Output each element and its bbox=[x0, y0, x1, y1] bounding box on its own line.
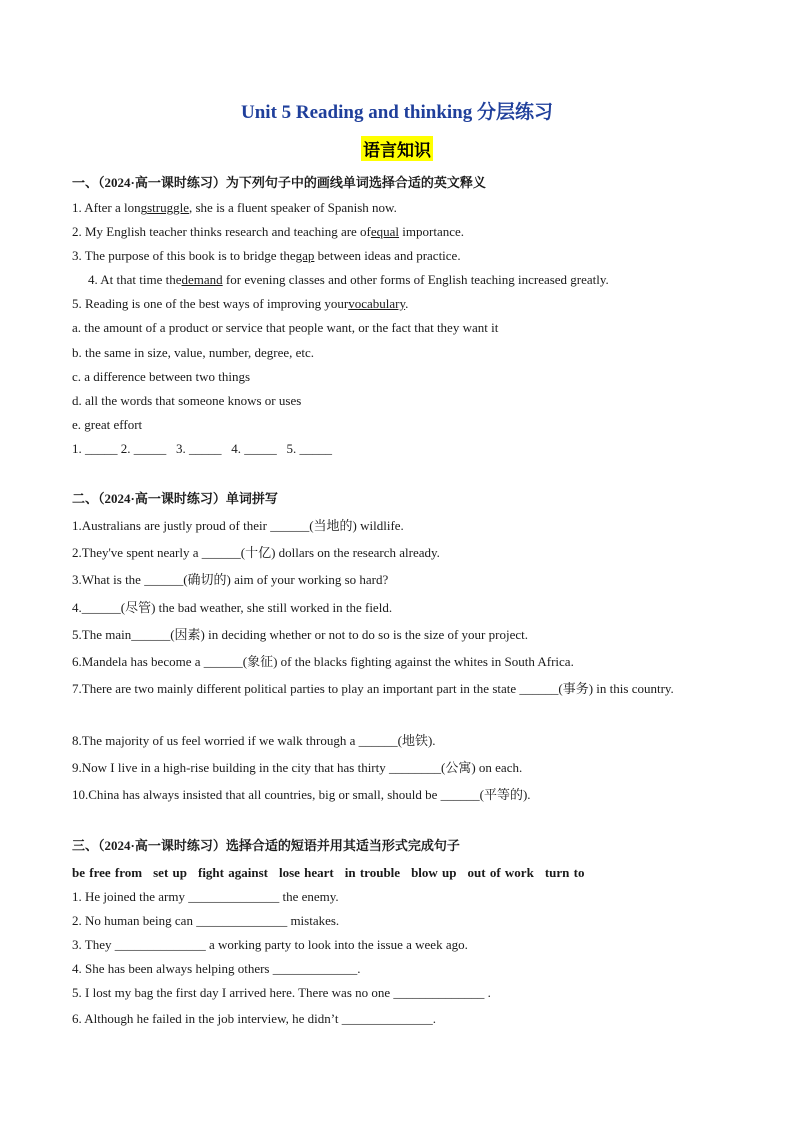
spelling-item-5: 5.The main______(因素) in deciding whether or not to do so is the size of your project. bbox=[72, 627, 528, 642]
phrase-item-4: 4. She has been always helping others _____________. bbox=[72, 961, 361, 976]
spelling-item-8: 8.The majority of us feel worried if we walk through a ______(地铁). bbox=[72, 733, 436, 748]
vocab-sentence-1: 1. After a longstruggle, she is a fluent speaker of Spanish now. bbox=[72, 200, 397, 215]
definition-option-c: c. a difference between two things bbox=[72, 369, 251, 384]
definition-option-a: a. the amount of a product or service that people want, or the fact that they want it bbox=[72, 320, 499, 335]
spelling-item-2: 2.They've spent nearly a ______(十亿) dollars on the research already. bbox=[72, 545, 440, 560]
phrase-item: out of work bbox=[467, 865, 534, 880]
phrase-item: lose heart bbox=[278, 865, 334, 880]
phrase-item-6: 6. Although he failed in the job interview, he didn’t ______________. bbox=[72, 1011, 436, 1026]
underlined-word: vocabulary bbox=[348, 296, 406, 311]
phrase-item-3: 3. They ______________ a working party to look into the issue a week ago. bbox=[72, 937, 468, 952]
answer-blanks[interactable]: 1. _____ 2. _____ 3. _____ 4. _____ 5. _____ bbox=[72, 441, 332, 456]
underlined-word: struggle bbox=[147, 200, 189, 215]
spelling-item-10: 10.China has always insisted that all countries, big or small, should be ______(平等的). bbox=[72, 787, 531, 802]
subtitle-wrapper bbox=[0, 136, 794, 161]
phrase-item-5: 5. I lost my bag the first day I arrived here. There was no one ______________ . bbox=[72, 985, 491, 1000]
document-title: Unit 5 Reading and thinking 分层练习 bbox=[241, 102, 553, 123]
section-3-heading: 三、（2024·高一课时练习）选择合适的短语并用其适当形式完成句子 bbox=[72, 838, 460, 853]
spelling-item-9: 9.Now I live in a high-rise building in the city that has thirty ________(公寓) on each. bbox=[72, 760, 523, 775]
spelling-item-3: 3.What is the ______(确切的) aim of your working so hard? bbox=[72, 572, 389, 587]
vocab-sentence-3: 3. The purpose of this book is to bridge thegap between ideas and practice. bbox=[72, 248, 461, 263]
definition-option-b: b. the same in size, value, number, degree, etc. bbox=[72, 345, 315, 360]
section-2-heading: 二、（2024·高一课时练习）单词拼写 bbox=[72, 491, 278, 506]
underlined-word: equal bbox=[370, 224, 400, 239]
phrase-item: set up bbox=[153, 865, 187, 880]
vocab-sentence-4: 4. At that time thedemand for evening classes and other forms of English teaching increased greatly. bbox=[88, 272, 609, 287]
section-subtitle: 语言知识 bbox=[361, 136, 433, 161]
vocab-sentence-5: 5. Reading is one of the best ways of improving yourvocabulary. bbox=[72, 296, 409, 311]
phrase-item-1: 1. He joined the army ______________ the enemy. bbox=[72, 889, 339, 904]
spelling-item-4: 4.______(尽管) the bad weather, she still worked in the field. bbox=[72, 600, 393, 615]
spelling-item-7: 7.There are two mainly different political parties to play an important part in the state ______(事务) in this country. bbox=[72, 681, 674, 696]
definition-option-e: e. great effort bbox=[72, 417, 143, 432]
phrase-item: blow up bbox=[411, 865, 457, 880]
phrase-item: fight against bbox=[197, 865, 268, 880]
phrase-item: turn to bbox=[544, 865, 585, 880]
spelling-item-6: 6.Mandela has become a ______(象征) of the blacks fighting against the whites in South Africa. bbox=[72, 654, 574, 669]
phrase-item: in trouble bbox=[344, 865, 401, 880]
vocab-sentence-2: 2. My English teacher thinks research and teaching are ofequal importance. bbox=[72, 224, 465, 239]
phrase-item-2: 2. No human being can ______________ mistakes. bbox=[72, 913, 340, 928]
section-1-heading: 一、（2024·高一课时练习）为下列句子中的画线单词选择合适的英文释义 bbox=[72, 175, 486, 190]
underlined-word: demand bbox=[181, 272, 223, 287]
phrase-item: be free from bbox=[72, 865, 143, 880]
underlined-word: gap bbox=[295, 248, 315, 263]
definition-option-d: d. all the words that someone knows or uses bbox=[72, 393, 302, 408]
spelling-item-1: 1.Australians are justly proud of their ______(当地的) wildlife. bbox=[72, 518, 404, 533]
phrase-bank bbox=[72, 865, 595, 881]
